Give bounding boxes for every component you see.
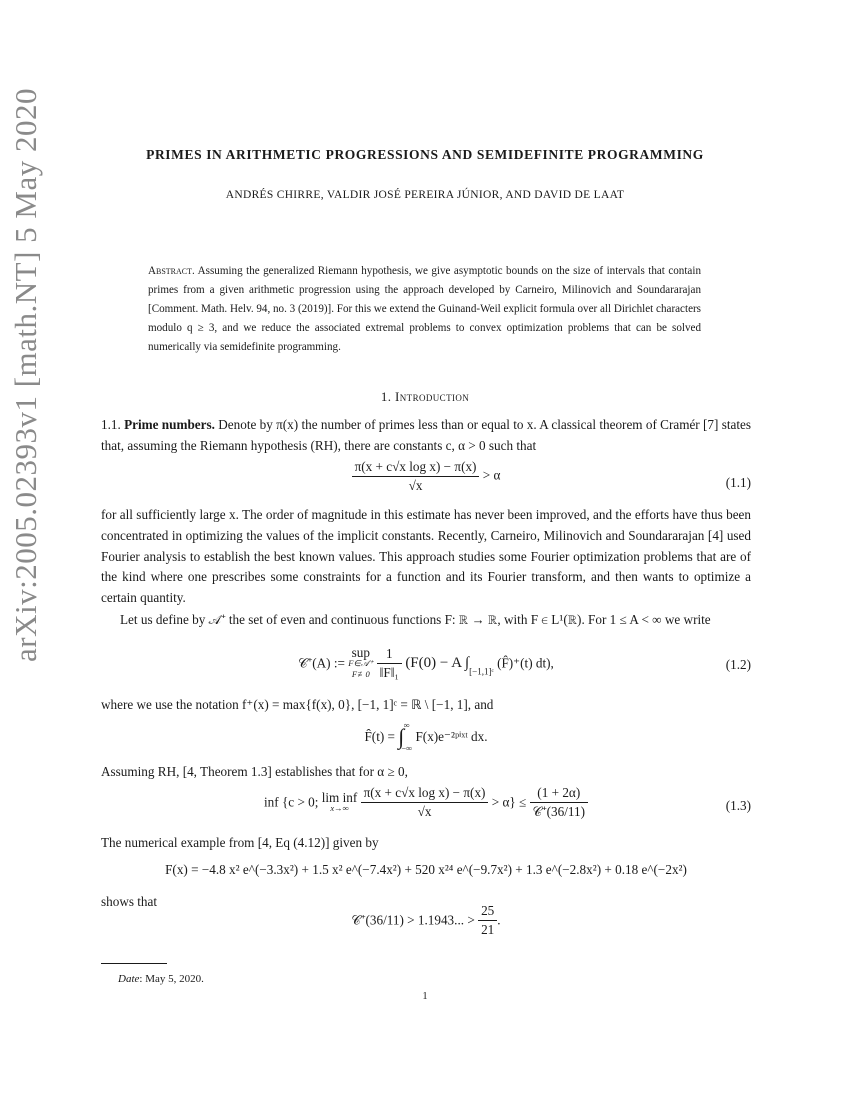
paragraph-3: Let us define by 𝒜⁺ the set of even and continuous functions F: ℝ → ℝ, with F ∈ L¹(ℝ). For 1 ≤ A < ∞ we write [120,612,711,627]
page-number: 1 [422,991,428,1002]
eq3-lhs: inf {c > 0; [264,794,319,810]
eq3-numerator: π(x + c√x log x) − π(x) [361,784,489,803]
eq3-liminf-sub: x→∞ [330,802,349,813]
eq5-fraction [478,902,497,939]
abstract [148,262,701,357]
eqft-limits [401,720,412,754]
integral-sign: ∫ [398,724,405,749]
footnote-label: Date [118,973,140,985]
abstract-text: Assuming the generalized Riemann hypothesis, we give asymptotic bounds on the size of intervals that contain primes from a given arithmetic progression using the approach developed by Carneiro, Milinovich and Soundararajan [Comment. Math. Helv. 94, no. 3 (2019)]. For this we extend the Guinand-Weil explicit formula over all Dirichlet characters modulo q ≥ 3, and we reduce the associated extremal problems to convex optimization problems that can be solved numerically via semidefinite programming. [148,265,701,353]
eq1-rhs: > α [482,467,501,483]
eq2-sup [348,647,373,680]
eq3-rhs-fraction [530,784,588,821]
eq3-liminf-label: lim inf [321,789,358,805]
equation-1-1 [101,458,751,504]
footnote-text: : May 5, 2020. [139,973,204,985]
paper-authors: ANDRÉS CHIRRE, VALDIR JOSÉ PEREIRA JÚNIOR, AND DAVID DE LAAT [225,189,625,201]
eq2-sup-label: sup [351,645,370,660]
eq2-body: (F(0) − A ∫ [405,655,470,671]
eq1-label: (1.1) [725,475,751,490]
eq3-rhs-bot: 𝒞⁺(36/11) [532,804,585,819]
eq3-mid: > α} ≤ [491,794,527,810]
equation-fourier [101,720,751,764]
eq1-fraction [352,458,480,495]
equation-1-3 [101,784,751,830]
eq4-body: F(x) = −4.8 x² e^(−3.3x²) + 1.5 x² e^(−7.4x²) + 520 x²⁴ e^(−9.7x²) + 1.3 e^(−2.8x²) + 0.18 e^(−2x²) [165,862,687,877]
paper-title: PRIMES IN ARITHMETIC PROGRESSIONS AND SEMIDEFINITE PROGRAMMING [146,147,704,162]
eq2-frac-bot: ‖F‖₁ [379,665,400,680]
eq1-numerator: π(x + c√x log x) − π(x) [352,458,480,477]
eq2-int-domain: [−1,1]ᶜ [469,666,494,677]
eqft-lhs: F̂(t) = [364,729,395,744]
footnote-divider [101,963,167,964]
equation-1-2 [101,645,751,693]
eq2-sup-cond-1: F∈𝒜⁺ [348,658,374,668]
eq5-frac-top: 25 [478,902,497,921]
eq5-end: . [497,912,501,928]
footnote [118,973,204,985]
paragraph-7: shows that [101,894,158,909]
paragraph-2: for all sufficiently large x. The order of magnitude in this estimate has never been improved, and the efforts have thus been concentrated in optimizing the values of the implicit constants. Recently, Carneiro, Milinovich and Soundararajan [4] used Fourier analysis to establish the best known values. This approach studies some Fourier optimization problems that are of the kind where one prescribes some constraints for a function and its Fourier transform, and then wants to optimize a certain quantity. [101,507,751,606]
eq5-frac-bot: 21 [481,922,495,937]
eq2-integrand: (F̂)⁺(t) dt), [497,655,554,671]
eq2-fraction [377,645,402,682]
eq2-lhs: 𝒞⁺(A) := [298,655,345,671]
paragraph-6: The numerical example from [4, Eq (4.12)] given by [101,835,379,850]
abstract-label: Abstract. [148,265,195,277]
eqft-upper: ∞ [403,720,410,730]
paragraph-1 [101,415,751,457]
eq5-lhs: 𝒞⁺(36/11) > 1.1943... > [351,912,475,928]
eq2-frac-top: 1 [377,645,402,664]
section-title: Introduction [395,389,470,404]
eq3-liminf [321,789,358,814]
eq1-denominator: √x [408,478,423,493]
eq3-label: (1.3) [725,798,751,813]
arxiv-identifier-stamp: arXiv:2005.02393v1 [math.NT] 5 May 2020 [8,88,43,662]
subsection-number: 1.1. [101,417,121,432]
eq2-label: (1.2) [725,657,751,672]
eq2-sup-cond-2: F≢0 [351,669,370,679]
eq3-fraction [361,784,489,821]
eqft-integrand: F(x)e⁻²ᵖⁱˣᵗ dx. [415,729,488,744]
eqft-lower: −∞ [401,743,413,753]
section-heading [0,389,850,405]
paragraph-5: Assuming RH, [4, Theorem 1.3] establishes that for α ≥ 0, [101,764,408,779]
eq3-rhs-top: (1 + 2α) [530,784,588,803]
paragraph-1-text: Denote by π(x) the number of primes less than or equal to x. A classical theorem of Cramér [7] states that, assuming the Riemann hypothesis (RH), there are constants c, α > 0 such that [101,417,751,453]
section-number: 1. [380,389,392,404]
eq3-denominator: √x [417,804,432,819]
paragraph-4: where we use the notation f⁺(x) = max{f(x), 0}, [−1, 1]ᶜ = ℝ \ [−1, 1], and [101,697,494,712]
subsection-title: Prime numbers. [124,417,215,432]
equation-bound [101,902,751,942]
equation-example [101,862,751,884]
